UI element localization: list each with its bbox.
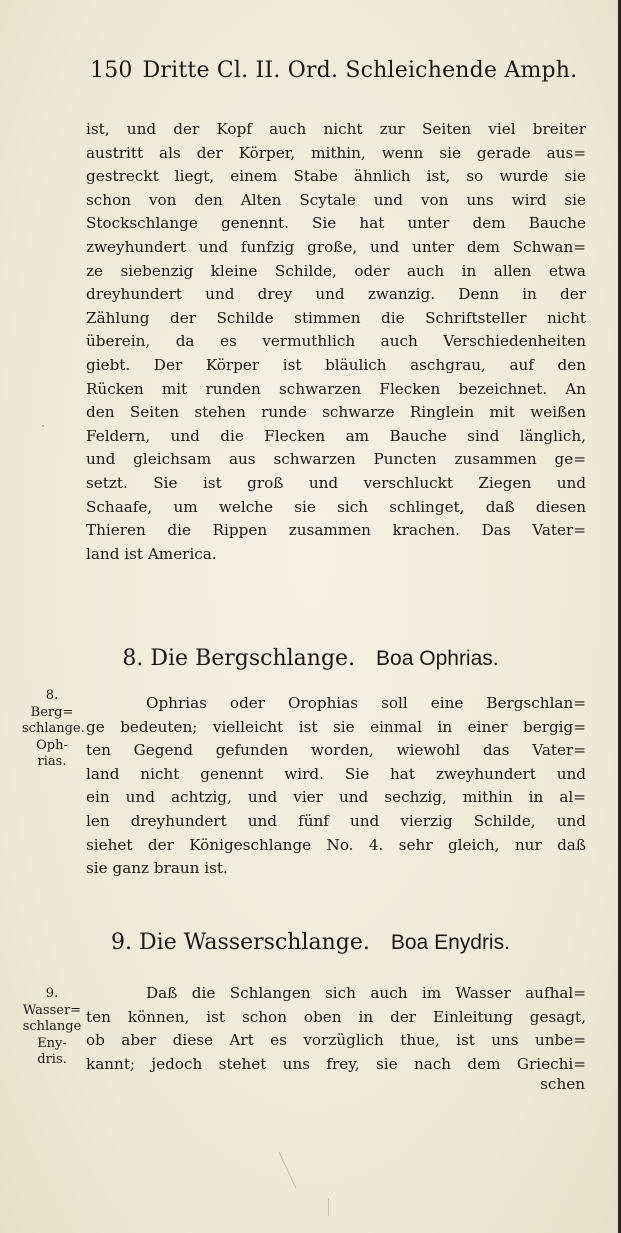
page-blemish <box>42 425 44 427</box>
section-title: Die Bergschlange. <box>150 646 356 671</box>
text-line: Schaafe, um welche sie sich schlinget, daß diesen <box>86 497 586 516</box>
section-8-heading <box>0 646 621 671</box>
section-latin-name: Boa Enydris. <box>390 931 510 954</box>
section-title: Die Wasserschlange. <box>139 930 370 955</box>
text-line: kannt; jedoch stehet uns frey, sie nach dem Griechi= <box>86 1054 586 1073</box>
text-line: gestreckt liegt, einem Stabe ähnlich ist, so wurde sie <box>86 167 586 186</box>
text-line: land nicht genennt wird. Sie hat zweyhundert und <box>86 764 586 783</box>
section-9-body <box>86 982 586 1076</box>
running-header <box>90 58 577 83</box>
text-line: setzt. Sie ist groß und verschluckt Ziegen und <box>86 473 586 492</box>
text-line: len dreyhundert und fünf und vierzig Schilde, und <box>86 811 586 830</box>
margin-note-line: Berg= <box>30 704 74 720</box>
margin-note-line: Wasser= <box>22 1002 82 1018</box>
text-line: giebt. Der Körper ist bläulich aschgrau, auf den <box>86 355 586 374</box>
margin-note-line: 8. <box>45 688 59 703</box>
page-blemish <box>328 1198 329 1216</box>
margin-note-line: rias. <box>37 754 67 769</box>
text-line: ob aber diese Art es vorzüglich thue, ist uns unbe= <box>86 1031 586 1050</box>
section-number: 8. <box>122 646 144 671</box>
text-line: dreyhundert und drey und zwanzig. Denn in der <box>86 285 586 304</box>
text-line: Stockschlange genennt. Sie hat unter dem Bauche <box>86 214 586 233</box>
section-latin-name: Boa Ophrias. <box>376 647 499 670</box>
text-line: Rücken mit runden schwarzen Flecken bezeichnet. An <box>86 379 586 398</box>
margin-note-line: schlange <box>22 1019 82 1034</box>
text-line: siehet der Königeschlange No. 4. sehr gleich, nur daß <box>86 835 586 854</box>
text-line: und gleichsam aus schwarzen Puncten zusammen ge= <box>86 450 586 469</box>
text-line: den Seiten stehen runde schwarze Ringlein mit weißen <box>86 403 586 422</box>
margin-note-8 <box>22 688 85 771</box>
text-line: ten können, ist schon oben in der Einleitung gesagt, <box>86 1007 586 1026</box>
text-line: Daß die Schlangen sich auch im Wasser aufhal= <box>146 984 586 1002</box>
margin-note-line: Oph- <box>36 737 68 753</box>
text-line: ge bedeuten; vielleicht ist sie einmal in einer bergig= <box>86 717 586 736</box>
margin-note-line: dris. <box>37 1052 67 1067</box>
text-line: Feldern, und die Flecken am Bauche sind länglich, <box>86 426 586 445</box>
margin-note-line: 9. <box>45 986 59 1001</box>
paragraph-1 <box>86 118 586 566</box>
text-line: ein und achtzig, und vier und sechzig, mithin in al= <box>86 788 586 807</box>
text-line: land ist America. <box>86 544 217 563</box>
text-line: ze siebenzig kleine Schilde, oder auch in allen etwa <box>86 261 586 280</box>
text-line: ist, und der Kopf auch nicht zur Seiten viel breiter <box>86 120 586 138</box>
text-line: austritt als der Körper, mithin, wenn sie gerade aus= <box>86 143 586 162</box>
running-title: Dritte Cl. II. Ord. Schleichende Amph. <box>142 58 578 83</box>
text-line: ten Gegend gefunden worden, wiewohl das Vater= <box>86 741 586 760</box>
page-blemish <box>279 1152 297 1189</box>
section-8-body <box>86 692 586 881</box>
text-line: sie ganz braun ist. <box>86 859 228 878</box>
page-number: 150 <box>90 58 133 83</box>
section-number: 9. <box>111 930 133 955</box>
catchword: schen <box>540 1075 585 1093</box>
text-line: Thieren die Rippen zusammen krachen. Das Vater= <box>86 521 586 540</box>
text-line: zweyhundert und funfzig große, und unter dem Schwan= <box>86 237 586 256</box>
text-line: schon von den Alten Scytale und von uns wird sie <box>86 190 586 209</box>
margin-note-line: schlange. <box>22 721 85 736</box>
margin-note-line: Eny- <box>37 1035 67 1051</box>
text-line: überein, da es vermuthlich auch Verschiedenheiten <box>86 332 586 351</box>
section-9-heading <box>0 930 621 955</box>
text-line: Ophrias oder Orophias soll eine Bergschlan= <box>146 694 586 712</box>
margin-note-9 <box>22 986 82 1069</box>
text-line: Zählung der Schilde stimmen die Schriftsteller nicht <box>86 308 586 327</box>
